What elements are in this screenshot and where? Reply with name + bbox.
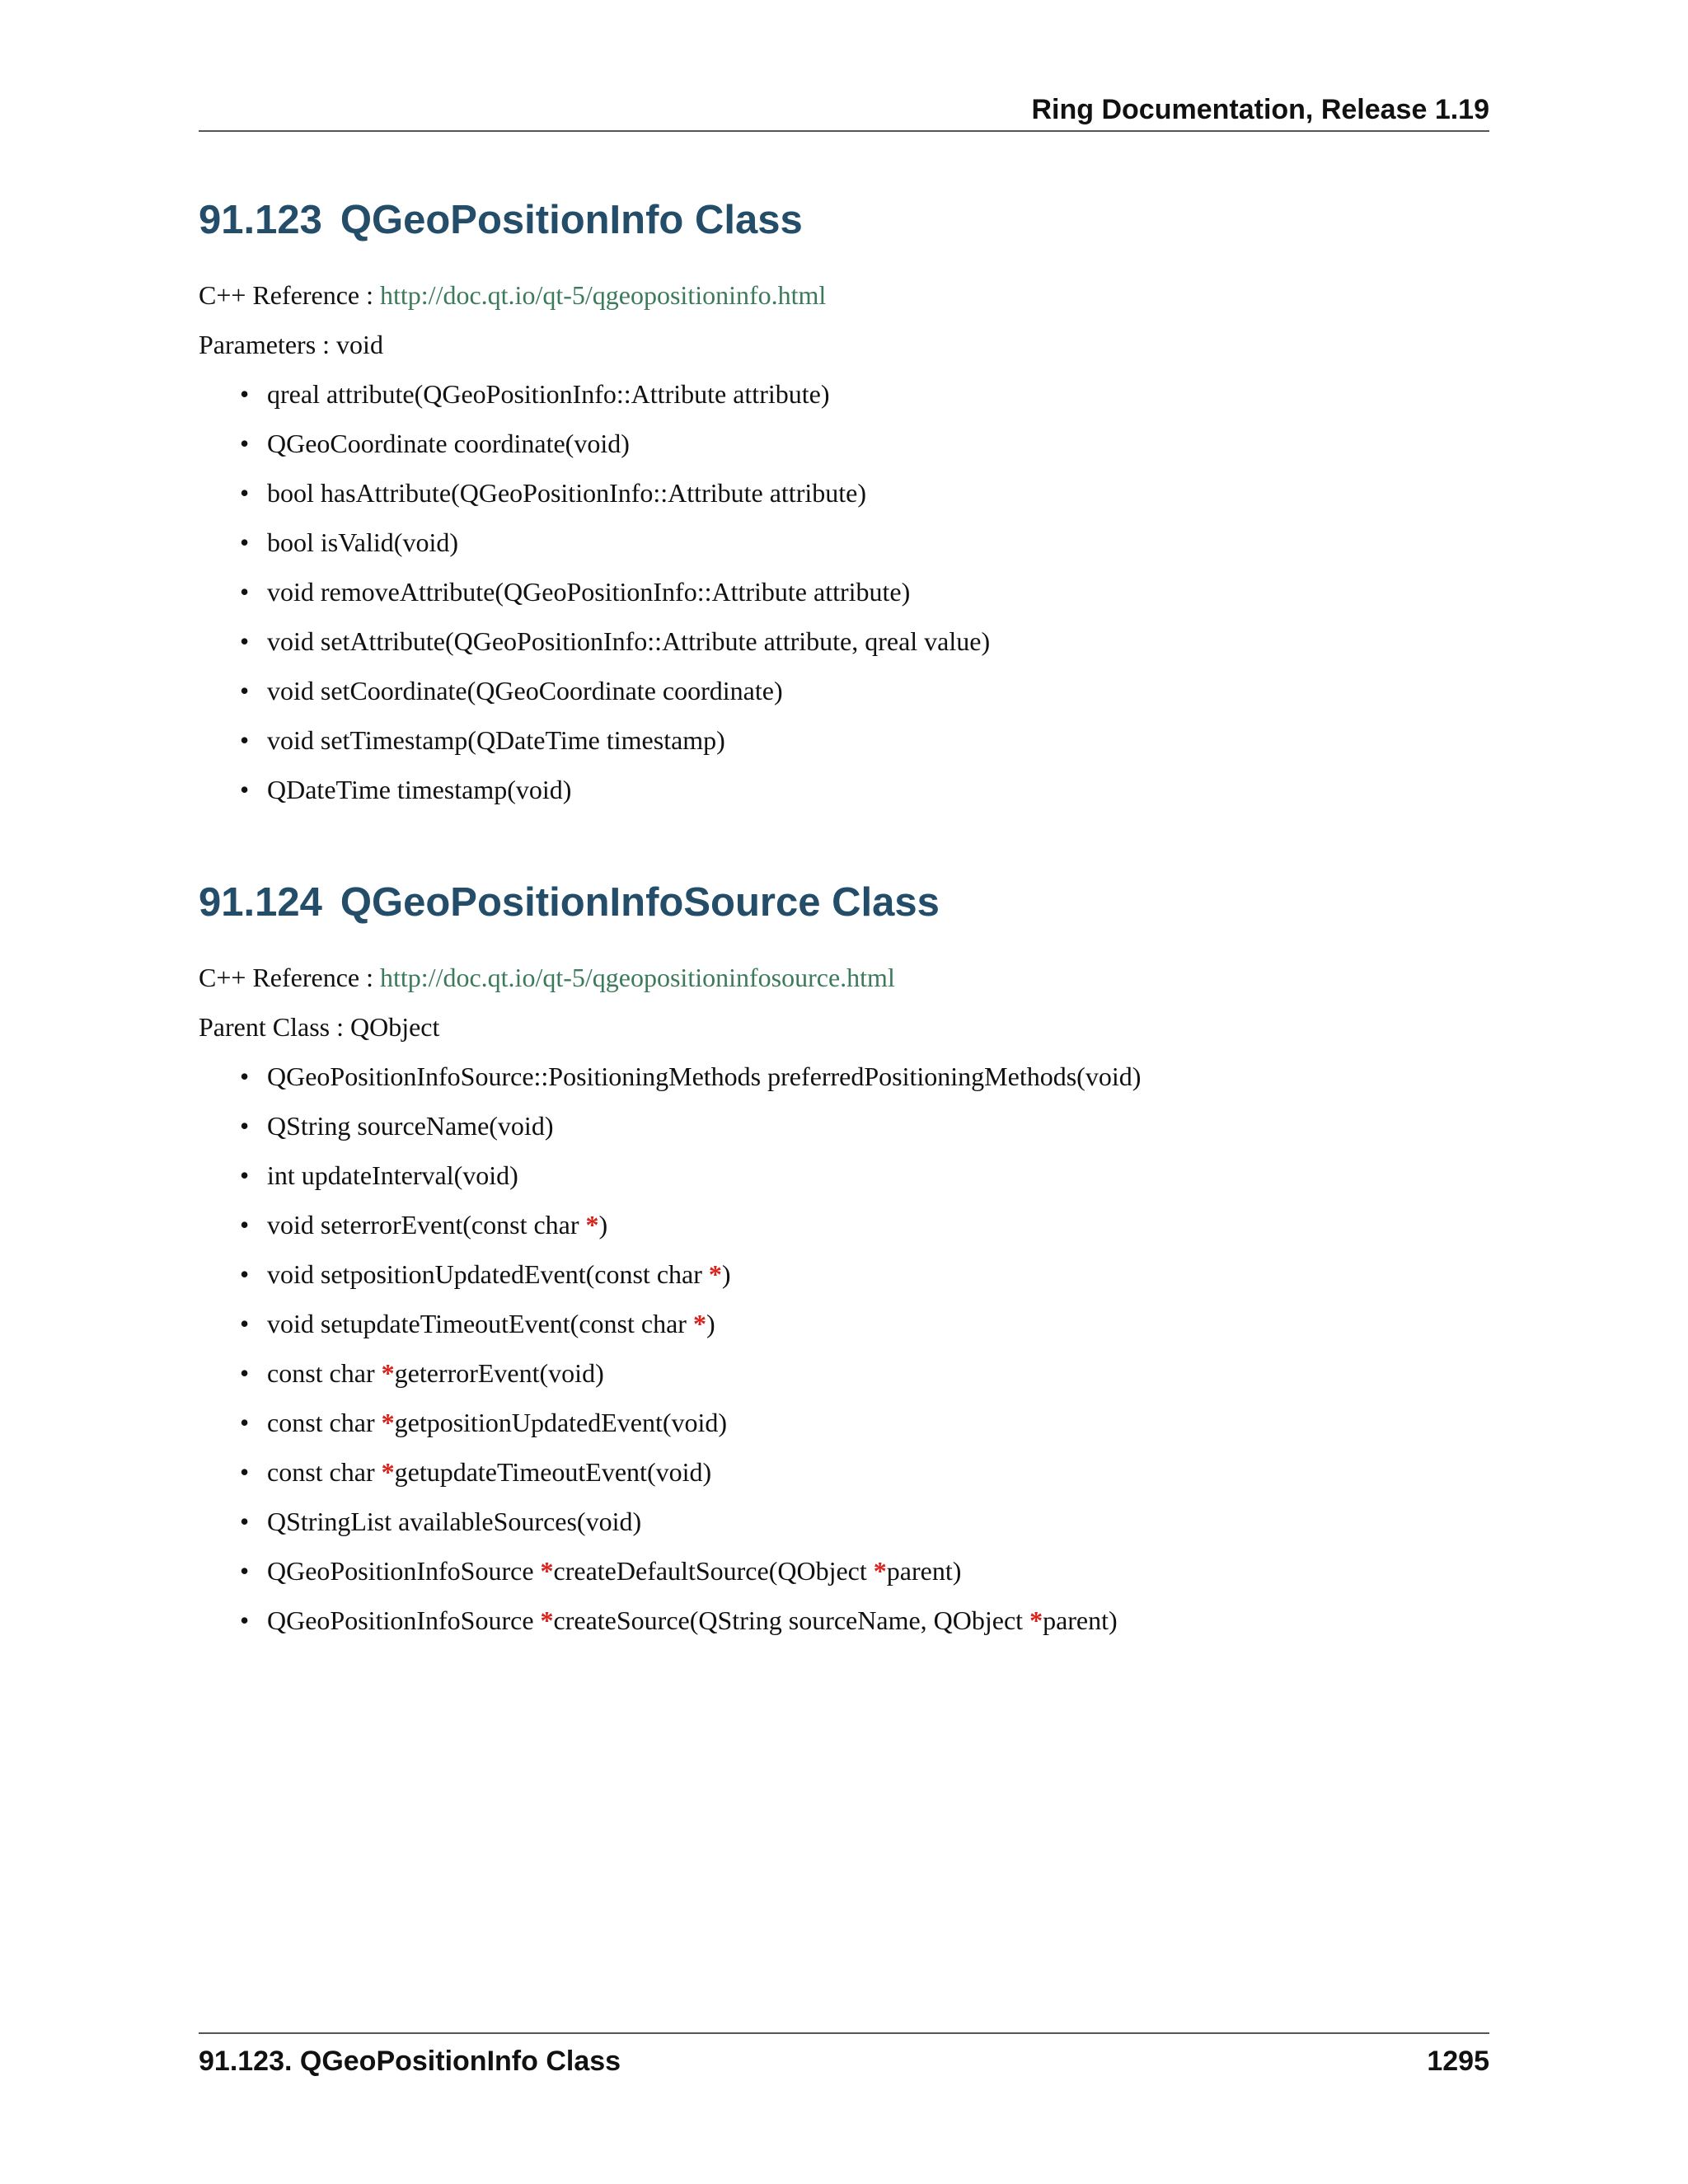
method-item: • void removeAttribute(QGeoPositionInfo::Attribute attribute): [240, 567, 1489, 616]
section-title-text: QGeoPositionInfoSource Class: [340, 880, 940, 925]
method-item: • void setupdateTimeoutEvent(const char *): [240, 1299, 1489, 1348]
cpp-reference-link[interactable]: http://doc.qt.io/qt-5/qgeopositioninfosource.html: [380, 963, 895, 992]
footer-section-title: 91.123. QGeoPositionInfo Class: [199, 2046, 621, 2077]
method-item: • const char *geterrorEvent(void): [240, 1348, 1489, 1398]
method-item: • QGeoCoordinate coordinate(void): [240, 419, 1489, 468]
method-item: • void setTimestamp(QDateTime timestamp): [240, 715, 1489, 765]
cpp-reference-label: C++ Reference :: [199, 280, 373, 310]
method-item: • qreal attribute(QGeoPositionInfo::Attribute attribute): [240, 369, 1489, 419]
method-item: • const char *getpositionUpdatedEvent(void): [240, 1398, 1489, 1447]
pointer-asterisk: *: [381, 1457, 395, 1487]
method-item: • void setAttribute(QGeoPositionInfo::Attribute attribute, qreal value): [240, 616, 1489, 666]
section-qgeopositioninfo: [199, 191, 1489, 814]
pointer-asterisk: *: [540, 1556, 554, 1586]
parent-class-label: Parent Class :: [199, 1012, 344, 1042]
method-list: [199, 1052, 1489, 1645]
section-qgeopositioninfosource: [199, 874, 1489, 1645]
method-item: • bool hasAttribute(QGeoPositionInfo::Attribute attribute): [240, 468, 1489, 518]
parameters-label: Parameters :: [199, 330, 331, 359]
page-header: [199, 92, 1489, 132]
pointer-asterisk: *: [381, 1358, 395, 1388]
method-item: • void seterrorEvent(const char *): [240, 1200, 1489, 1249]
method-item: • QStringList availableSources(void): [240, 1497, 1489, 1546]
pointer-asterisk: *: [381, 1408, 395, 1437]
pointer-asterisk: *: [585, 1210, 599, 1240]
method-item: • QString sourceName(void): [240, 1101, 1489, 1151]
cpp-reference-label: C++ Reference :: [199, 963, 373, 992]
method-item: • const char *getupdateTimeoutEvent(void): [240, 1447, 1489, 1497]
running-header: Ring Documentation, Release 1.19: [1031, 94, 1489, 125]
method-item: • void setCoordinate(QGeoCoordinate coordinate): [240, 666, 1489, 715]
pointer-asterisk: *: [1029, 1605, 1043, 1635]
pointer-asterisk: *: [708, 1259, 722, 1289]
page-footer: [199, 2032, 1489, 2075]
pointer-asterisk: *: [540, 1605, 554, 1635]
parent-class: [199, 1002, 1489, 1052]
parameters-value: void: [336, 330, 383, 359]
cpp-reference-link[interactable]: http://doc.qt.io/qt-5/qgeopositioninfo.html: [380, 280, 827, 310]
section-number: 91.123: [199, 198, 322, 242]
method-list: [199, 369, 1489, 814]
section-title: [199, 874, 1489, 931]
page-number: 1295: [1427, 2046, 1489, 2077]
parent-class-value: QObject: [349, 1012, 440, 1042]
section-title-text: QGeoPositionInfo Class: [340, 198, 803, 242]
cpp-reference: [199, 953, 1489, 1002]
method-item: • QGeoPositionInfoSource *createDefaultSource(QObject *parent): [240, 1546, 1489, 1596]
parameters: [199, 320, 1489, 369]
method-item: • QDateTime timestamp(void): [240, 765, 1489, 814]
cpp-reference: [199, 270, 1489, 320]
method-item: • int updateInterval(void): [240, 1151, 1489, 1200]
section-number: 91.124: [199, 880, 322, 925]
method-item: • void setpositionUpdatedEvent(const char *): [240, 1249, 1489, 1299]
method-item: • QGeoPositionInfoSource *createSource(QString sourceName, QObject *parent): [240, 1596, 1489, 1645]
method-item: • QGeoPositionInfoSource::PositioningMethods preferredPositioningMethods(void): [240, 1052, 1489, 1101]
pointer-asterisk: *: [873, 1556, 887, 1586]
section-title: [199, 191, 1489, 249]
method-item: • bool isValid(void): [240, 518, 1489, 567]
pointer-asterisk: *: [692, 1309, 706, 1338]
